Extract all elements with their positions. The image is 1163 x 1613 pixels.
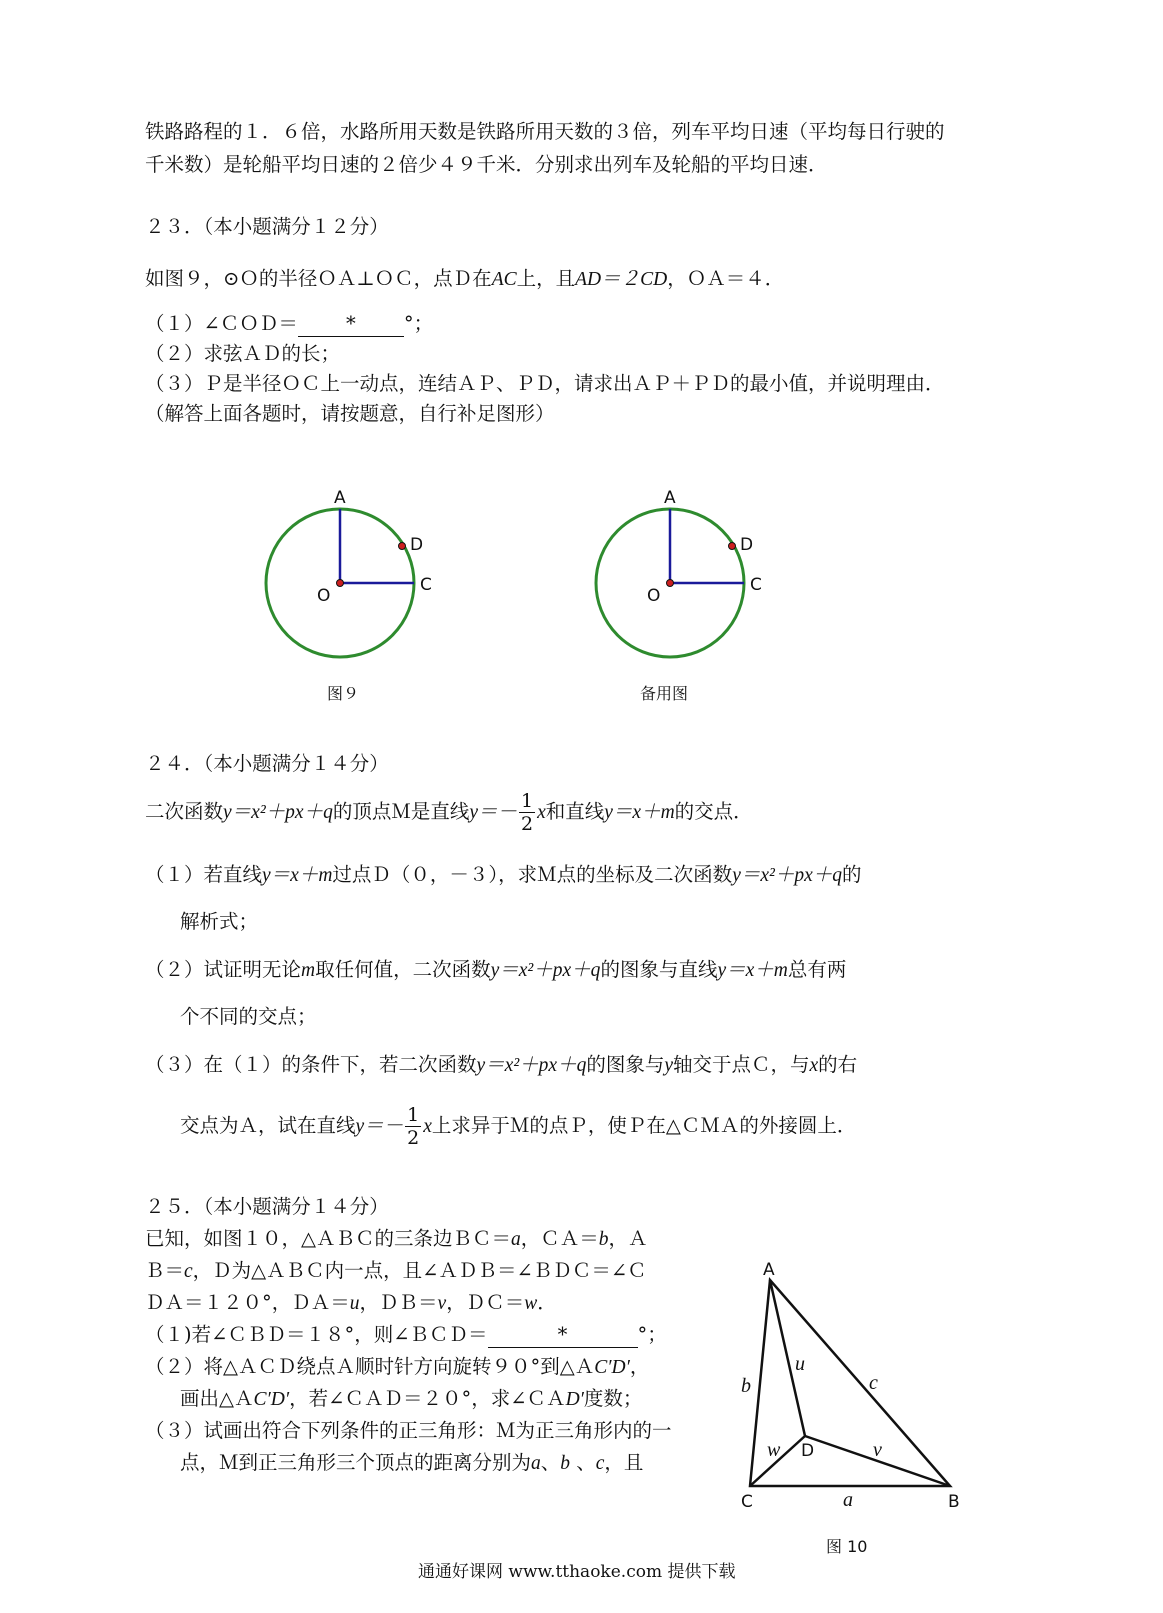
fig9-label-c: C — [420, 575, 432, 595]
p24-q3-cont — [180, 1098, 856, 1155]
arc-ac: AC — [491, 269, 517, 290]
p25-q3-b: 点，Ｍ到正三角形三个顶点的距离分别为 — [180, 1451, 532, 1474]
p24-line2: y＝x＋m — [604, 802, 675, 823]
fig10-label-edge-a: a — [843, 1489, 853, 1511]
fig9-point-o — [337, 580, 344, 587]
p24-heading: ２４．（本小题满分１４分） — [145, 752, 389, 775]
fig9-label-a: A — [334, 488, 346, 508]
p25-q3-sep1: 、 — [540, 1451, 561, 1474]
fig10-caption: 图 10 — [826, 1537, 868, 1556]
p25-q2-e: 度数； — [583, 1387, 643, 1410]
p24-q1-fn: y＝x²＋px＋q — [732, 865, 842, 886]
p25-q2-a: （２）将△ＡＣＤ绕点Ａ顺时针方向旋转９０°到△Ａ — [145, 1355, 595, 1378]
p24-q3-var-x: x — [809, 1055, 819, 1076]
p24-q2-line: y＝x＋m — [717, 960, 788, 981]
p23-q1-blank: * — [298, 312, 404, 337]
p24-q2-a: （２）试证明无论 — [145, 958, 302, 981]
p24-q3-d: 的右 — [818, 1053, 858, 1076]
p24-var-x: x — [537, 802, 546, 823]
ad-eq-2cd: AD＝２CD — [575, 269, 668, 290]
p24-q3-e: 交点为Ａ，试在直线 — [180, 1114, 356, 1137]
p25-q3-cont — [180, 1448, 643, 1479]
p24-quadratic: y＝x²＋px＋q — [223, 802, 333, 823]
fig10-label-a: A — [763, 1260, 775, 1280]
p25-q3-bvar: b — [560, 1453, 571, 1474]
p24-q2-d: 总有两 — [787, 958, 847, 981]
p25-v: v — [437, 1293, 447, 1314]
p25-q2-b: ， — [629, 1355, 650, 1378]
fig9-point-d — [399, 543, 406, 550]
p24-stem — [145, 784, 753, 841]
p23-q1 — [145, 309, 433, 339]
p23-stem-b: 上，且 — [516, 267, 576, 290]
p22-line1: 铁路路程的１．６倍，水路所用天数是铁路所用天数的３倍，列车平均日速（平均每日行驶的 — [145, 120, 945, 143]
p23-stem-a: 如图９，⊙Ｏ的半径ＯＡ⊥ＯＣ，点Ｄ在 — [145, 267, 492, 290]
spare-label-d: D — [740, 535, 754, 555]
p25-l1-c: ，Ａ — [608, 1227, 648, 1250]
p24-var-y: y — [664, 1055, 673, 1076]
fig10-label-edge-v: v — [873, 1439, 882, 1461]
p25-q2 — [145, 1352, 649, 1383]
frac-numerator: 1 — [521, 790, 534, 812]
p23-q1-a: （１）∠ＣＯＤ＝ — [145, 312, 298, 335]
p24-var-m: m — [301, 960, 316, 981]
p24-q3-b: 的图象与 — [586, 1053, 665, 1076]
p24-q2-fn: y＝x²＋px＋q — [490, 960, 601, 981]
p25-q1-blank: * — [488, 1323, 638, 1348]
p25-q3-a: a — [531, 1453, 541, 1474]
p24-q3 — [145, 1050, 857, 1081]
frac-denominator: 2 — [521, 813, 534, 835]
figure-10 — [735, 1255, 975, 1525]
fig10-label-edge-c: c — [869, 1372, 878, 1394]
p24-q2-b: 取任何值，二次函数 — [315, 958, 491, 981]
p25-a: a — [511, 1229, 521, 1250]
fraction-one-half-2 — [405, 1104, 421, 1149]
p24-stem-d: 的交点． — [674, 800, 753, 823]
p24-q1-a: （１）若直线 — [145, 863, 263, 886]
p23-note: （解答上面各题时，请按题意，自行补足图形） — [145, 402, 555, 425]
spare-label-o: O — [647, 586, 661, 606]
p25-l2-a: Ｂ＝ — [145, 1259, 185, 1282]
fig10-label-c: C — [741, 1492, 753, 1512]
p25-l1 — [145, 1224, 648, 1255]
spare-caption: 备用图 — [640, 684, 689, 703]
p25-q2-cont — [180, 1384, 642, 1415]
p25-q1-a: （１)若∠ＣＢＤ＝１８°，则∠ＢＣＤ＝ — [145, 1323, 488, 1346]
p25-u: u — [349, 1293, 360, 1314]
fig9-label-d: D — [410, 535, 424, 555]
p25-l3-b: ，ＤＢ＝ — [359, 1291, 438, 1314]
p24-q1-b: 过点Ｄ（０，－３），求Ｍ点的坐标及二次函数 — [332, 863, 733, 886]
fig10-label-d: D — [801, 1441, 815, 1461]
p25-l2-b: ，Ｄ为△ＡＢＣ内一点，且∠ＡＤＢ＝∠ＢＤＣ＝∠Ｃ — [192, 1259, 647, 1282]
spare-figure — [585, 480, 762, 680]
p25-c: c — [184, 1261, 193, 1282]
p25-q3: （３）试画出符合下列条件的正三角形：Ｍ为正三角形内的一 — [145, 1419, 672, 1442]
fig10-label-b: B — [948, 1492, 960, 1512]
p24-q3-line-lhs: y＝－ — [355, 1116, 404, 1137]
p24-q1-line: y＝x＋m — [262, 865, 333, 886]
p25-b: b — [598, 1229, 609, 1250]
spare-label-a: A — [664, 488, 676, 508]
p25-cd-prime: C′D′ — [594, 1357, 630, 1378]
p23-stem — [145, 264, 784, 295]
p24-q1 — [145, 860, 862, 891]
p25-q1-b: °； — [637, 1323, 667, 1346]
fig10-label-edge-u: u — [795, 1353, 805, 1375]
p24-q3-fn: y＝x²＋px＋q — [476, 1055, 587, 1076]
spare-label-c: C — [750, 575, 762, 595]
fig9-label-o: O — [317, 586, 331, 606]
p25-l1-a: 已知，如图１０，△ＡＢＣ的三条边ＢＣ＝ — [145, 1227, 511, 1250]
p25-q1 — [145, 1320, 667, 1350]
p24-q3-x: x — [423, 1116, 432, 1137]
p25-q2-c: 画出△Ａ — [180, 1387, 254, 1410]
p23-stem-c: ，ＯＡ＝４． — [667, 267, 785, 290]
p24-q1-cont: 解析式； — [180, 910, 259, 933]
p22-line2: 千米数）是轮船平均日速的２倍少４９千米．分别求出列车及轮船的平均日速． — [145, 153, 828, 176]
figure-9 — [255, 480, 432, 680]
p25-q2-d: ，若∠ＣＡＤ＝２０°，求∠ＣＡ — [289, 1387, 566, 1410]
p25-l2 — [145, 1256, 647, 1287]
p24-q3-c: 轴交于点Ｃ，与 — [673, 1053, 810, 1076]
p25-d-prime: D′ — [565, 1389, 584, 1410]
p25-q3-cvar: c — [595, 1453, 605, 1474]
frac-numerator-2: 1 — [407, 1104, 420, 1126]
p23-heading: ２３．（本小题满分１２分） — [145, 215, 389, 238]
p25-l3-d: ． — [537, 1291, 557, 1314]
p25-heading: ２５．（本小题满分１４分） — [145, 1195, 389, 1218]
fig9-caption: 图９ — [327, 684, 360, 703]
p25-q3-c: ，且 — [604, 1451, 644, 1474]
p25-l3 — [145, 1288, 557, 1319]
p25-w: w — [524, 1293, 538, 1314]
spare-point-d — [729, 543, 736, 550]
p23-q3: （３）Ｐ是半径ＯＣ上一动点，连结ＡＰ、ＰＤ，请求出ＡＰ＋ＰＤ的最小值，并说明理由． — [145, 372, 945, 395]
fraction-one-half — [519, 790, 535, 835]
p24-stem-a: 二次函数 — [145, 800, 224, 823]
p24-q3-f: 上求异于Ｍ的点Ｐ，使Ｐ在△ＣＭＡ的外接圆上． — [431, 1114, 857, 1137]
fig10-label-edge-b: b — [741, 1375, 751, 1397]
p24-q3-a: （３）在（１）的条件下，若二次函数 — [145, 1053, 477, 1076]
p24-stem-b: 的顶点Ｍ是直线 — [332, 800, 470, 823]
p25-q3-sep2: 、 — [570, 1451, 596, 1474]
p24-q2 — [145, 955, 846, 986]
p24-q2-cont: 个不同的交点； — [180, 1005, 317, 1028]
frac-denominator-2: 2 — [407, 1127, 420, 1149]
p24-q2-c: 的图象与直线 — [600, 958, 718, 981]
p24-line1-lhs: y＝－ — [469, 802, 517, 823]
p24-q1-c: 的 — [842, 863, 862, 886]
fig10-label-edge-w: w — [767, 1439, 781, 1461]
p25-l1-b: ，ＣＡ＝ — [520, 1227, 599, 1250]
p25-cd-prime-2: C′D′ — [253, 1389, 290, 1410]
p23-q1-b: °； — [403, 312, 434, 335]
p24-stem-c: 和直线 — [545, 800, 605, 823]
spare-point-o — [667, 580, 674, 587]
page-footer: 通通好课网 www.tthaoke.com 提供下载 — [418, 1562, 736, 1582]
p25-l3-c: ，ＤＣ＝ — [446, 1291, 525, 1314]
p25-l3-a: ＤＡ＝１２０°，ＤＡ＝ — [145, 1291, 350, 1314]
p23-q2: （２）求弦ＡＤ的长； — [145, 342, 341, 365]
